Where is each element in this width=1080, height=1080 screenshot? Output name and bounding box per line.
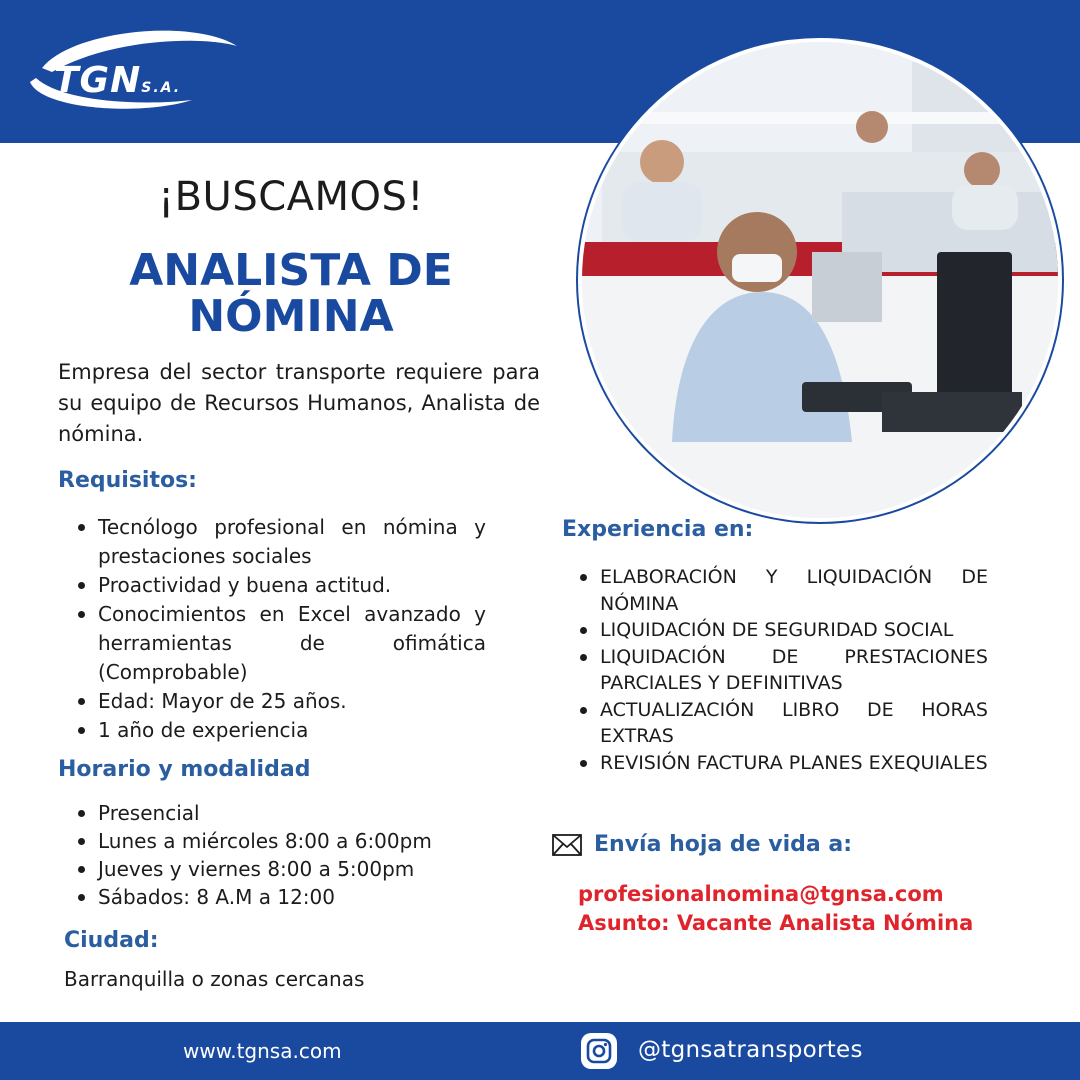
experience-heading: Experiencia en: (562, 517, 754, 542)
list-item: 1 año de experiencia (76, 716, 486, 745)
list-item: LIQUIDACIÓN DE SEGURIDAD SOCIAL (578, 617, 988, 644)
contact-subject: Asunto: Vacante Analista Nómina (578, 911, 974, 935)
send-cv-label: Envía hoja de vida a: (594, 832, 853, 857)
list-item: Lunes a miércoles 8:00 a 6:00pm (76, 827, 516, 855)
footer-band (0, 1022, 1080, 1080)
company-logo (22, 20, 252, 120)
list-item: ELABORACIÓN Y LIQUIDACIÓN DE NÓMINA (578, 564, 988, 617)
schedule-list (76, 799, 516, 911)
experience-list (578, 564, 988, 776)
send-cv-row (552, 832, 852, 857)
contact-email-link[interactable]: profesionalnomina@tgnsa.com (578, 882, 944, 906)
list-item: Jueves y viernes 8:00 a 5:00pm (76, 855, 516, 883)
contact-block (578, 880, 973, 938)
list-item: LIQUIDACIÓN DE PRESTACIONES PARCIALES Y DEFINITIVAS (578, 644, 988, 697)
list-item: Edad: Mayor de 25 años. (76, 687, 486, 716)
job-title-line: ANALISTA DE (129, 245, 453, 296)
list-item: Conocimientos en Excel avanzado y herramientas de ofimática (Comprobable) (76, 600, 486, 687)
logo-main-text: TGN (54, 60, 142, 101)
intro-paragraph: Empresa del sector transporte requiere para su equipo de Recursos Humanos, Analista de nómina. (58, 360, 540, 446)
job-title-line: NÓMINA (188, 291, 394, 342)
list-item: REVISIÓN FACTURA PLANES EXEQUIALES (578, 750, 988, 777)
city-value: Barranquilla o zonas cercanas (64, 967, 365, 991)
list-item: Proactividad y buena actitud. (76, 571, 486, 600)
headline: ¡BUSCAMOS! (158, 174, 424, 220)
list-item: Sábados: 8 A.M a 12:00 (76, 883, 516, 911)
list-item: Presencial (76, 799, 516, 827)
list-item: Tecnólogo profesional en nómina y prestaciones sociales (76, 513, 486, 571)
job-title (60, 245, 522, 342)
city-heading: Ciudad: (64, 928, 159, 953)
website-link[interactable]: www.tgnsa.com (183, 1039, 342, 1063)
list-item: ACTUALIZACIÓN LIBRO DE HORAS EXTRAS (578, 697, 988, 750)
requirements-list (76, 513, 486, 745)
logo-suffix-text: S.A. (141, 80, 182, 96)
instagram-handle[interactable]: @tgnsatransportes (638, 1037, 863, 1063)
office-photo (578, 38, 1062, 522)
requirements-heading: Requisitos: (58, 468, 197, 493)
schedule-heading: Horario y modalidad (58, 757, 311, 782)
instagram-icon[interactable] (581, 1033, 617, 1069)
mail-icon (552, 834, 582, 856)
